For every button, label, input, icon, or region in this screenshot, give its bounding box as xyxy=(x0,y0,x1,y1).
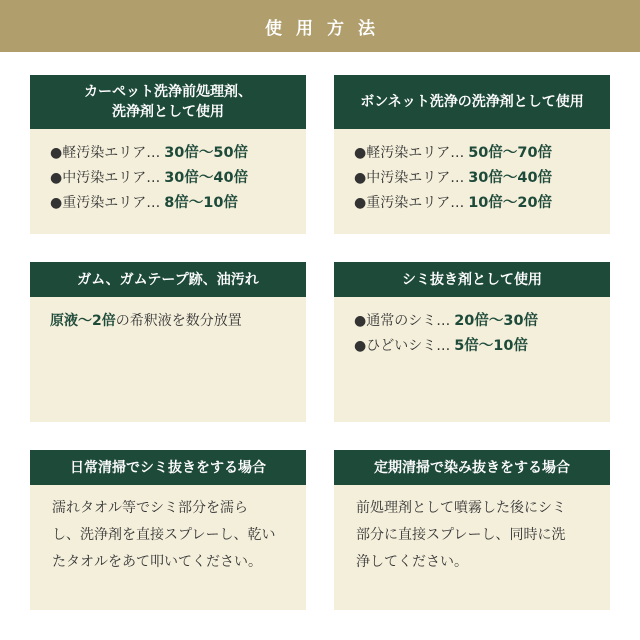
card-title-text: ガム、ガムテープ跡、油汚れ xyxy=(77,271,259,288)
section-title: 使用方法 xyxy=(265,18,389,39)
item-label: ●通常のシミ… xyxy=(354,313,451,329)
list-item xyxy=(354,191,596,216)
section-header xyxy=(0,0,640,52)
card-title xyxy=(334,262,610,297)
item-value: 30倍〜40倍 xyxy=(468,170,553,186)
item-value: 8倍〜10倍 xyxy=(164,195,238,211)
card-body xyxy=(30,297,306,334)
card-title-line1: カーペット洗浄前処理剤、 xyxy=(84,84,252,100)
instruction-line: たタオルをあて叩いてください。 xyxy=(52,554,262,570)
item-label: ●軽汚染エリア… xyxy=(50,145,161,161)
card-daily-cleaning xyxy=(30,450,306,610)
card-gum-removal xyxy=(30,262,306,422)
dilution-value: 原液〜2倍 xyxy=(50,313,116,329)
item-value: 30倍〜50倍 xyxy=(164,145,249,161)
list-item xyxy=(354,309,596,334)
item-value: 20倍〜30倍 xyxy=(454,313,539,329)
card-bonnet-cleaning xyxy=(334,75,610,234)
card-title xyxy=(30,262,306,297)
list-item xyxy=(354,166,596,191)
card-title xyxy=(334,450,610,485)
item-label: ●軽汚染エリア… xyxy=(354,145,465,161)
list-item xyxy=(50,191,292,216)
item-label: ●中汚染エリア… xyxy=(50,170,161,186)
item-label: ●ひどいシミ… xyxy=(354,338,451,354)
card-title-line2: 洗浄剤として使用 xyxy=(112,104,224,120)
card-title xyxy=(30,450,306,485)
dilution-instruction xyxy=(50,309,292,334)
card-title xyxy=(30,75,306,129)
instruction-line: 濡れタオル等でシミ部分を濡ら xyxy=(52,500,248,516)
card-title xyxy=(334,75,610,129)
card-body xyxy=(30,129,306,216)
list-item xyxy=(50,166,292,191)
list-item xyxy=(50,141,292,166)
card-title-text: 日常清掃でシミ抜きをする場合 xyxy=(70,459,266,476)
dilution-text: の希釈液を数分放置 xyxy=(115,313,242,329)
card-body xyxy=(30,485,306,576)
item-label: ●重汚染エリア… xyxy=(354,195,465,211)
instruction-line: 前処理剤として噴霧した後にシミ xyxy=(356,500,566,516)
card-regular-cleaning xyxy=(334,450,610,610)
list-item xyxy=(354,141,596,166)
item-value: 10倍〜20倍 xyxy=(468,195,553,211)
instruction-line: 部分に直接スプレーし、同時に洗 xyxy=(356,527,566,543)
card-title-text: 定期清掃で染み抜きをする場合 xyxy=(374,459,570,476)
card-body xyxy=(334,485,610,576)
item-label: ●中汚染エリア… xyxy=(354,170,465,186)
item-label: ●重汚染エリア… xyxy=(50,195,161,211)
card-title-text: シミ抜き剤として使用 xyxy=(402,271,542,288)
item-value: 5倍〜10倍 xyxy=(454,338,528,354)
card-body xyxy=(334,297,610,359)
card-stain-removal xyxy=(334,262,610,422)
item-value: 50倍〜70倍 xyxy=(468,145,553,161)
list-item xyxy=(354,334,596,359)
item-value: 30倍〜40倍 xyxy=(164,170,249,186)
card-carpet-pretreatment xyxy=(30,75,306,234)
instruction-line: し、洗浄剤を直接スプレーし、乾い xyxy=(52,527,276,543)
card-title-text: ボンネット洗浄の洗浄剤として使用 xyxy=(360,94,584,110)
instruction-line: 浄してください。 xyxy=(356,554,468,570)
card-body xyxy=(334,129,610,216)
